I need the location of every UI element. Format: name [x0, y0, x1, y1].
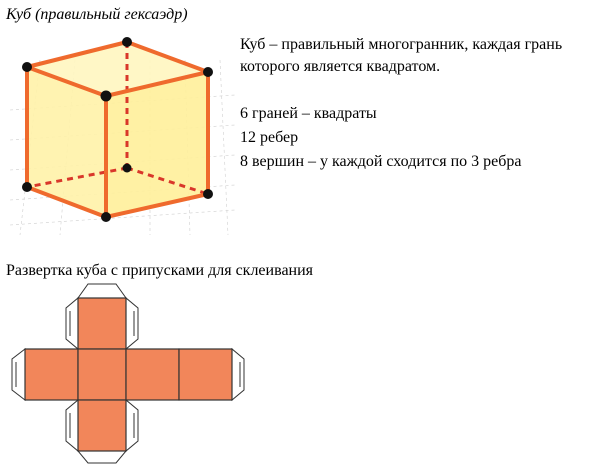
net-face-bottom [78, 400, 126, 451]
fact-edges: 12 ребер [240, 129, 299, 146]
net-face-top [78, 298, 126, 349]
vertex [22, 182, 32, 192]
glue-tab [232, 349, 244, 400]
glue-tab [66, 298, 78, 349]
cube [22, 37, 213, 222]
vertex [101, 212, 111, 222]
vertex [203, 189, 213, 199]
net-face-left [25, 349, 78, 400]
glue-tab [12, 349, 25, 400]
fact-vertices: 8 вершин – у каждой сходится по 3 ребра [240, 153, 522, 170]
figure-title: Куб (правильный гексаэдр) [6, 6, 188, 23]
vertex [122, 37, 132, 47]
vertex [203, 67, 213, 77]
glue-tab [78, 284, 126, 298]
fact-faces: 6 граней – квадраты [240, 105, 377, 122]
net-face-center [78, 349, 126, 400]
net-face-far-right [179, 349, 232, 400]
glue-tab [66, 400, 78, 451]
glue-tab [126, 298, 138, 349]
cube-definition: Куб – правильный многогранник, каждая грань которого является квадратом. [240, 36, 563, 75]
vertex [123, 164, 132, 173]
net-title: Развертка куба с припусками для склеивания [6, 262, 314, 279]
vertex [22, 62, 32, 72]
cube-net [12, 284, 244, 463]
vertex [101, 91, 112, 102]
net-face-right [126, 349, 179, 400]
glue-tab [78, 451, 126, 463]
glue-tab [126, 400, 138, 451]
